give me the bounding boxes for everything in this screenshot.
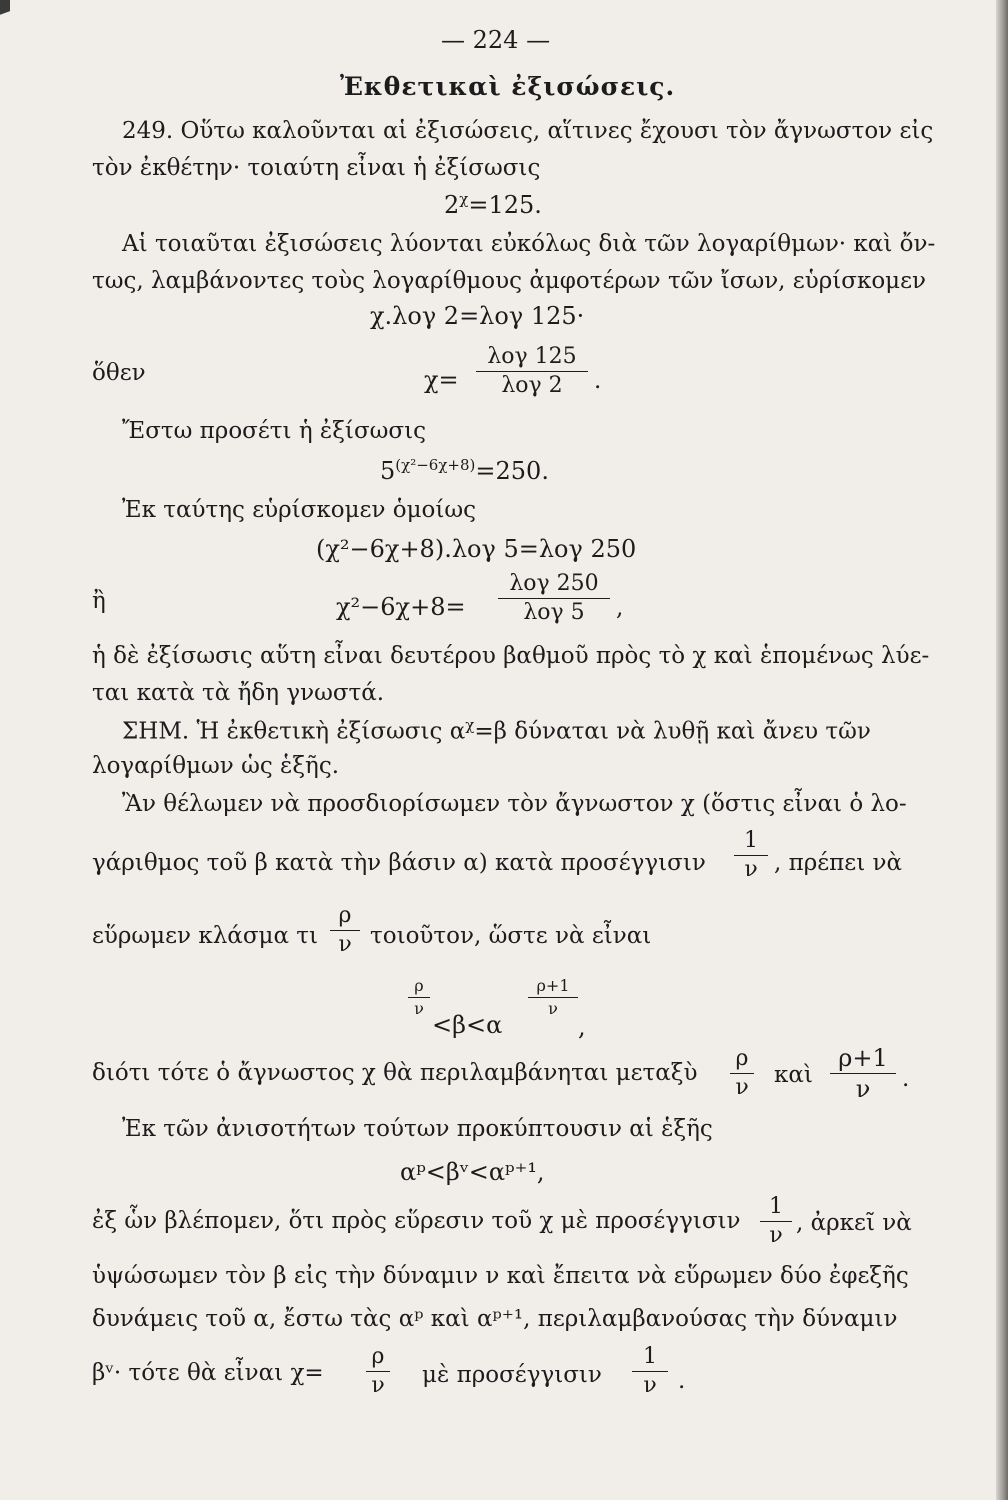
fraction-bar [734, 855, 768, 856]
fraction-bar [632, 1371, 668, 1372]
page-edge-shadow [996, 0, 1008, 1500]
p8-tail: . [902, 1066, 910, 1092]
p2-line1: Αἱ τοιαῦται ἐξισώσεις λύονται εὐκόλως διὰ τῶν λογαρίθμων· καὶ ὄν- [122, 231, 936, 257]
fraction-bar [528, 997, 578, 998]
p7-text-a: εὕρωμεν κλάσμα τι [92, 923, 319, 949]
p6-fraction [734, 830, 768, 881]
p10-line4a: βᵛ· τότε θὰ εἶναι χ= [92, 1360, 324, 1386]
exp-numerator: ρ [414, 976, 424, 995]
eq3-denominator: λογ 2 [501, 373, 563, 398]
eq6-fraction [498, 573, 610, 624]
p7-text-b: τοιοῦτον, ὥστε νὰ εἶναι [370, 923, 652, 949]
ineq1-exp2 [528, 978, 578, 1017]
inequality-2: αᵖ<βᵛ<αᵖ⁺¹, [400, 1158, 545, 1186]
page-corner-mark [0, 0, 10, 38]
fraction-bar [408, 997, 430, 998]
eq3-numerator: λογ 125 [487, 344, 577, 369]
p9: Ἐκ τῶν ἀνισοτήτων τούτων προκύπτουσιν αἱ ἑξῆς [122, 1116, 713, 1142]
p2-line2: τως, λαμβάνοντες τοὺς λογαρίθμους ἀμφοτέρων τῶν ἴσων, εὑρίσκομεν [92, 268, 927, 294]
exp-denominator: ν [414, 999, 424, 1018]
eq6-lhs: χ²−6χ+8= [336, 593, 466, 621]
p10-line1a: ἐξ ὧν βλέπομεν, ὅτι πρὸς εὕρεσιν τοῦ χ μὲ προσέγγισιν [92, 1208, 741, 1234]
equation-log-2: χ.λογ 2=λογ 125· [370, 302, 585, 330]
or-label: ἢ [92, 588, 106, 614]
eq3-fraction [476, 346, 588, 397]
p6-line2a: γάριθμος τοῦ β κατὰ τὴν βάσιν α) κατὰ προσέγγισιν [92, 850, 706, 876]
p4: Ἐκ ταύτης εὑρίσκομεν ὁμοίως [122, 497, 477, 523]
p1-line2: τὸν ἐκθέτην· τοιαύτη εἶναι ἡ ἐξίσωσις [92, 155, 541, 181]
p10-line4b: μὲ προσέγγισιν [422, 1362, 602, 1388]
hothen-label: ὅθεν [92, 360, 146, 386]
fraction-bar [330, 930, 360, 931]
fraction-numerator: ρ [338, 903, 352, 928]
equation-2x-125: $2^\chi=125$. [444, 190, 542, 219]
p3: Ἔστω προσέτι ἡ ἐξίσωσις [122, 418, 427, 444]
fraction-numerator: 1 [769, 1194, 783, 1219]
p5-line2: ται κατὰ τὰ ἤδη γνωστά. [92, 680, 385, 706]
fraction-denominator: ν [338, 932, 352, 957]
p10-fraction-1 [760, 1196, 792, 1247]
fraction-numerator: ρ [735, 1046, 749, 1071]
eq6-tail: , [616, 595, 624, 621]
p8-text: διότι τότε ὁ ἄγνωστος χ θὰ περιλαμβάνηται μεταξὺ [92, 1060, 698, 1086]
equation-5-pow: $5^{(\chi^2-6\chi+8)}=250$. [380, 456, 549, 485]
p6-line1: Ἂν θέλωμεν νὰ προσδιορίσωμεν τὸν ἄγνωστον χ (ὅστις εἶναι ὁ λο- [122, 791, 907, 817]
p7-fraction [330, 905, 360, 956]
p10-tail: . [678, 1368, 686, 1394]
p8-kai: καὶ [774, 1062, 813, 1088]
fraction-denominator: ν [744, 857, 758, 882]
fraction-numerator: ρ [371, 1344, 385, 1369]
p1-line1: 249. Οὕτω καλοῦνται αἱ ἐξισώσεις, αἵτινες ἔχουσι τὸν ἄγνωστον εἰς [122, 118, 934, 144]
fraction-numerator: ρ+1 [838, 1044, 888, 1072]
section-title: Ἐκθετικαὶ ἐξισώσεις. [340, 72, 676, 101]
fraction-denominator: ν [643, 1373, 657, 1398]
p10-fraction-3 [632, 1346, 668, 1397]
eq3-tail: . [594, 368, 602, 394]
fraction-bar [476, 371, 588, 372]
ineq1-tail: , [578, 1013, 586, 1041]
fraction-bar [730, 1073, 754, 1074]
fraction-denominator: ν [855, 1075, 871, 1103]
ineq1-exp1 [408, 978, 430, 1017]
page-number: — 224 — [441, 26, 551, 54]
p10-line1b: , ἀρκεῖ νὰ [796, 1210, 912, 1236]
p8-fraction-1 [730, 1048, 754, 1099]
fraction-denominator: ν [735, 1075, 749, 1100]
p6-line2b: , πρέπει νὰ [774, 850, 903, 876]
fraction-bar [498, 598, 610, 599]
eq6-denominator: λογ 5 [523, 600, 585, 625]
p10-line3: δυνάμεις τοῦ α, ἔστω τὰς αᵖ καὶ αᵖ⁺¹, περιλαμβανούσας τὴν δύναμιν [92, 1306, 898, 1332]
exp-numerator: ρ+1 [536, 976, 570, 995]
fraction-numerator: 1 [744, 828, 758, 853]
fraction-bar [366, 1371, 390, 1372]
fraction-denominator: ν [769, 1223, 783, 1248]
note-line2: λογαρίθμων ὡς ἑξῆς. [92, 753, 340, 779]
p10-line2: ὑψώσωμεν τὸν β εἰς τὴν δύναμιν ν καὶ ἔπειτα νὰ εὕρωμεν δύο ἐφεξῆς [92, 1263, 909, 1289]
eq3-lhs: χ= [424, 366, 459, 394]
fraction-bar [830, 1073, 896, 1074]
equation-poly-log5: (χ²−6χ+8).λογ 5=λογ 250 [316, 535, 637, 563]
eq6-numerator: λογ 250 [509, 571, 599, 596]
fraction-numerator: 1 [643, 1344, 657, 1369]
p5-line1: ἡ δὲ ἐξίσωσις αὕτη εἶναι δευτέρου βαθμοῦ πρὸς τὸ χ καὶ ἑπομένως λύε- [92, 643, 930, 669]
fraction-denominator: ν [371, 1373, 385, 1398]
exp-denominator: ν [548, 999, 558, 1018]
note-line1: ΣΗΜ. Ἡ ἐκθετικὴ ἐξίσωσις $\alpha^\chi=\beta$ δύναται νὰ λυθῇ καὶ ἄνευ τῶν [122, 716, 871, 745]
fraction-bar [760, 1221, 792, 1222]
p10-fraction-2 [366, 1346, 390, 1397]
p8-fraction-2 [830, 1046, 896, 1101]
ineq1-mid: <β<α [432, 1011, 503, 1039]
